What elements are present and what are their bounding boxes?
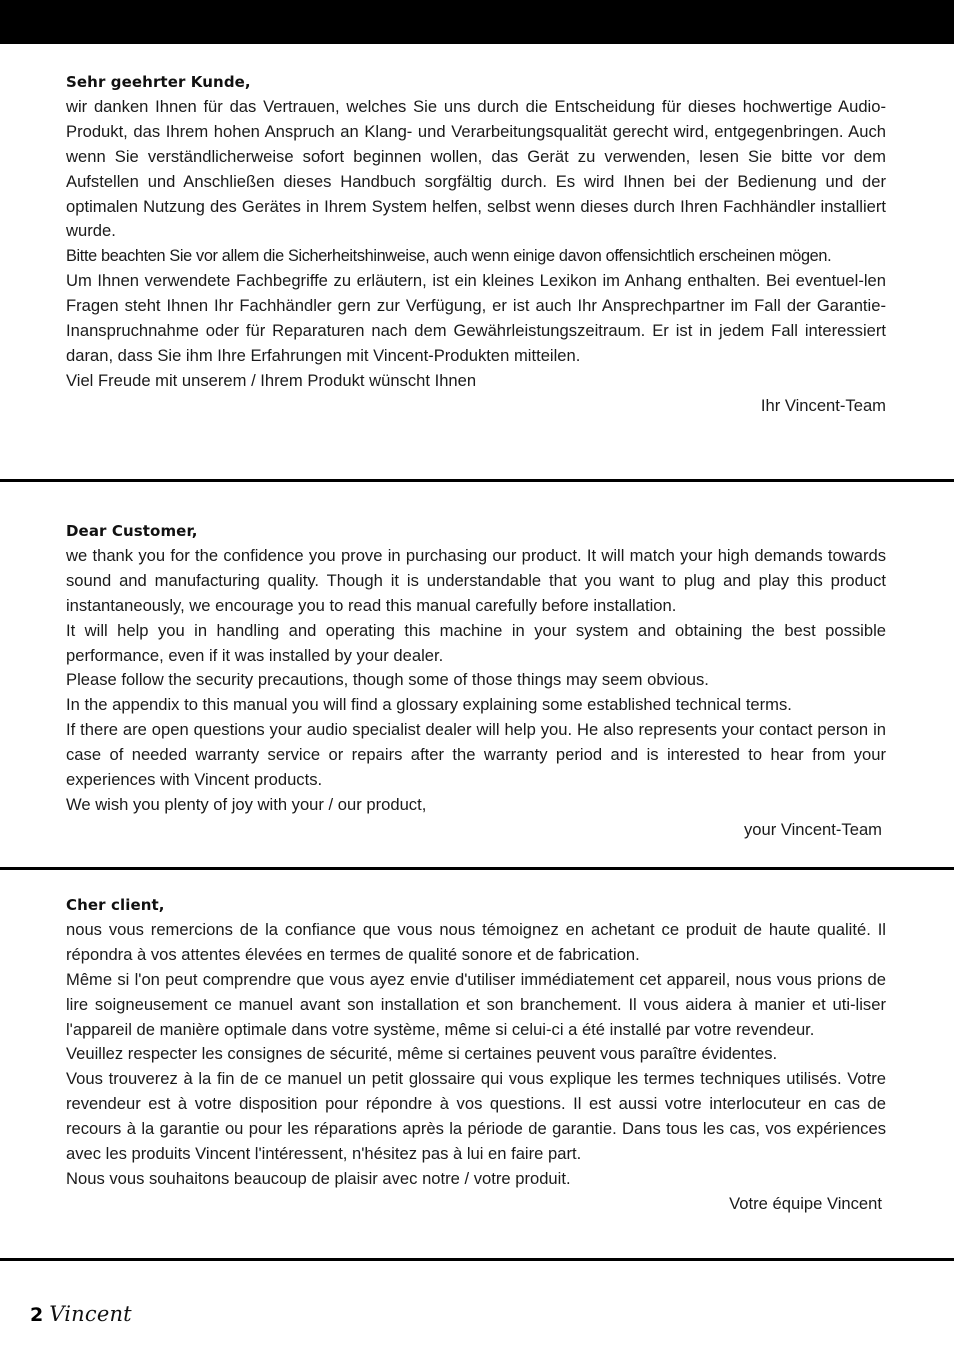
english-paragraph-2: It will help you in handling and operating this machine in your system and obtaining the best possible performance, even if it was installed by your dealer. bbox=[66, 620, 886, 665]
french-paragraph-3: Veuillez respecter les consignes de sécurité, même si certaines peuvent vous paraître évidentes. bbox=[66, 1044, 778, 1064]
divider-1 bbox=[0, 479, 954, 482]
brand-logo: Vincent bbox=[49, 1302, 132, 1326]
french-paragraph-2: Même si l'on peut comprendre que vous ayez envie d'utiliser immédiatement cet appareil, nous vous prions de lire soigneusement ce manuel avant son installation et son branchement. Il vous aidera à manier et uti-liser l'appareil de manière optimale dans votre système, même si celui-ci a été installé par votre revendeur. bbox=[66, 969, 886, 1039]
top-header-bar bbox=[0, 0, 954, 44]
german-closing: Viel Freude mit unserem / Ihrem Produkt wünscht Ihnen bbox=[66, 370, 477, 390]
english-paragraph-5: If there are open questions your audio specialist dealer will help you. He also represents your contact person in case of needed warranty service or repairs after the warranty period and is interested to hear from your experiences with Vincent products. bbox=[66, 720, 886, 790]
divider-2 bbox=[0, 867, 954, 870]
german-paragraph-3: Um Ihnen verwendete Fachbegriffe zu erläutern, ist ein kleines Lexikon im Anhang enthalten. Bei eventuel-len Fragen steht Ihnen Ihr Fachhändler gern zur Verfügung, er ist auch Ihr Ansprechpartner im Fall der Garantie-Inanspruchnahme oder für Reparaturen nach dem Gewährleistungszeitraum. Er ist in jedem Fall interessiert daran, dass Sie ihm Ihre Erfahrungen mit Vincent-Produkten mitteilen. bbox=[66, 271, 886, 365]
french-paragraph-1: nous vous remercions de la confiance que vous nous témoignez en achetant ce produit de haute qualité. Il répondra à vos attentes élevées en termes de qualité sonore et de fabrication. bbox=[66, 919, 886, 964]
french-greeting: Cher client, bbox=[66, 896, 165, 914]
english-section bbox=[66, 519, 886, 843]
french-paragraph-4: Vous trouverez à la fin de ce manuel un petit glossaire qui vous explique les termes techniques utilisés. Votre revendeur est à votre disposition pour répondre à vos questions. Il est aussi votre interlocuteur en cas de recours à la garantie ou pour les réparations après la période de garantie. Dans tous les cas, vos expériences avec les produits Vincent l'intéressent, n'hésitez pas à lui en faire part. bbox=[66, 1069, 886, 1164]
page-number: 2 bbox=[30, 1304, 44, 1326]
english-greeting: Dear Customer, bbox=[66, 522, 198, 540]
german-greeting: Sehr geehrter Kunde, bbox=[66, 73, 251, 91]
french-closing: Nous vous souhaitons beaucoup de plaisir avec notre / votre produit. bbox=[66, 1168, 571, 1188]
english-signature: your Vincent-Team bbox=[743, 819, 882, 839]
english-paragraph-1: we thank you for the confidence you prove in purchasing our product. It will match your high demands towards sound and manufacturing quality. Though it is understandable that you want to plug and play this product instantaneously, we encourage you to read this manual carefully before installation. bbox=[66, 545, 886, 615]
german-paragraph-2: Bitte beachten Sie vor allem die Sicherheitshinweise, auch wenn einige davon offensichtlich erscheinen mögen. bbox=[66, 247, 832, 266]
page-footer bbox=[30, 1302, 132, 1336]
english-closing: We wish you plenty of joy with your / our product, bbox=[66, 794, 427, 814]
german-section bbox=[66, 70, 886, 419]
english-paragraph-4: In the appendix to this manual you will find a glossary explaining some established technical terms. bbox=[66, 695, 792, 715]
french-section bbox=[66, 893, 886, 1217]
german-paragraph-1: wir danken Ihnen für das Vertrauen, welches Sie uns durch die Entscheidung für dieses hochwertige Audio-Produkt, das Ihrem hohen Anspruch an Klang- und Verarbeitungsqualität gerecht wird, entgegenbringen. Auch wenn Sie verständlicherweise sofort beginnen wollen, das Gerät zu verwenden, lesen Sie bitte vor dem Aufstellen und Anschließen dieses Handbuch sorgfältig durch. Es wird Ihnen bei der Bedienung und der optimalen Nutzung des Gerätes in Ihrem System helfen, selbst wenn dieses durch Ihren Fachhändler installiert wurde. bbox=[66, 96, 886, 241]
german-signature: Ihr Vincent-Team bbox=[760, 395, 886, 415]
french-signature: Votre équipe Vincent bbox=[729, 1193, 882, 1213]
divider-3 bbox=[0, 1258, 954, 1261]
english-paragraph-3: Please follow the security precautions, though some of those things may seem obvious. bbox=[66, 670, 709, 690]
